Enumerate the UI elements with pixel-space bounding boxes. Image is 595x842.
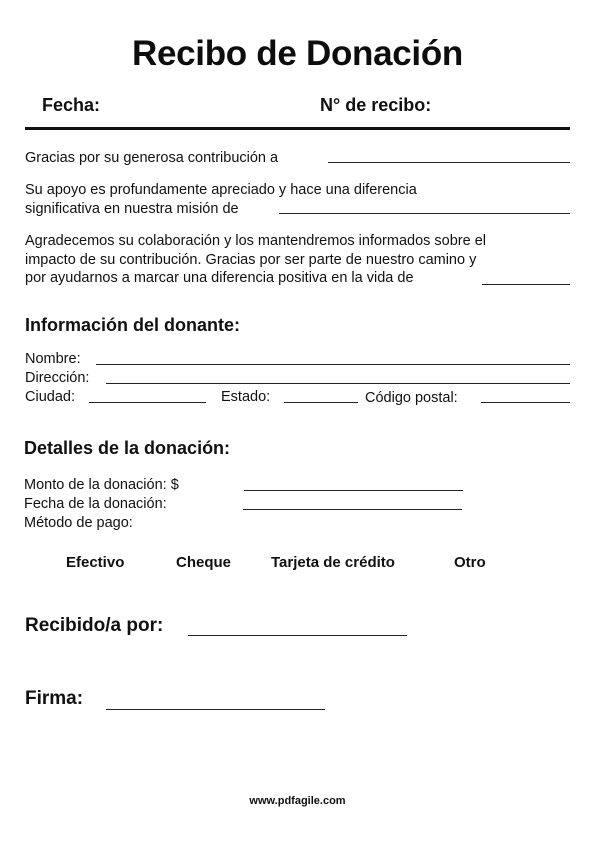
direccion-field[interactable] [106,383,570,384]
nombre-field[interactable] [96,364,570,365]
donation-details-heading: Detalles de la donación: [24,438,231,458]
signature-field[interactable] [106,709,325,710]
codigo-postal-label: Código postal: [365,390,458,406]
paragraph-collaboration-line2: impacto de su contribución. Gracias por ser parte de nuestro camino y [25,251,477,268]
nombre-label: Nombre: [25,351,81,367]
received-by-field[interactable] [188,635,407,636]
paragraph-collaboration-line1: Agradecemos su colaboración y los mantendremos informados sobre el [25,233,487,249]
codigo-postal-field[interactable] [481,402,570,403]
paragraph-thanks-text: Gracias por su generosa contribución a [25,150,279,166]
direccion-label: Dirección: [25,370,90,386]
paragraph-collaboration-line3: por ayudarnos a marcar una diferencia positiva en la vida de [25,270,414,286]
estado-label: Estado: [221,389,271,405]
payment-option-efectivo[interactable]: Efectivo [66,554,125,571]
fecha-donacion-label: Fecha de la donación: [24,496,167,512]
payment-option-tarjeta[interactable]: Tarjeta de crédito [271,554,395,571]
metodo-pago-label: Método de pago: [24,515,133,531]
recibo-number-label: N° de recibo: [320,95,432,115]
paragraph-thanks [25,149,573,168]
ciudad-label: Ciudad: [25,389,75,405]
payment-option-cheque[interactable]: Cheque [176,554,232,571]
signature-label: Firma: [25,688,84,709]
ciudad-field[interactable] [89,402,206,403]
mission-line[interactable] [279,213,570,214]
payment-option-otro[interactable]: Otro [454,554,486,571]
paragraph-support-line2: significativa en nuestra misión de [25,200,239,217]
footer-url: www.pdfagile.com [249,795,346,807]
header-divider [25,127,570,130]
beneficiary-line[interactable] [482,284,570,285]
paragraph-collaboration [25,232,573,288]
fecha-label: Fecha: [42,95,101,115]
received-by-label: Recibido/a por: [25,615,164,636]
fecha-donacion-field[interactable] [243,509,462,510]
organization-line[interactable] [328,162,570,163]
estado-field[interactable] [284,402,358,403]
paragraph-support-line1: Su apoyo es profundamente apreciado y hace una diferencia [25,182,417,198]
monto-field[interactable] [244,490,463,491]
donor-info-heading: Información del donante: [25,315,241,335]
monto-label: Monto de la donación: $ [24,477,179,493]
page-title: Recibo de Donación [131,34,464,73]
